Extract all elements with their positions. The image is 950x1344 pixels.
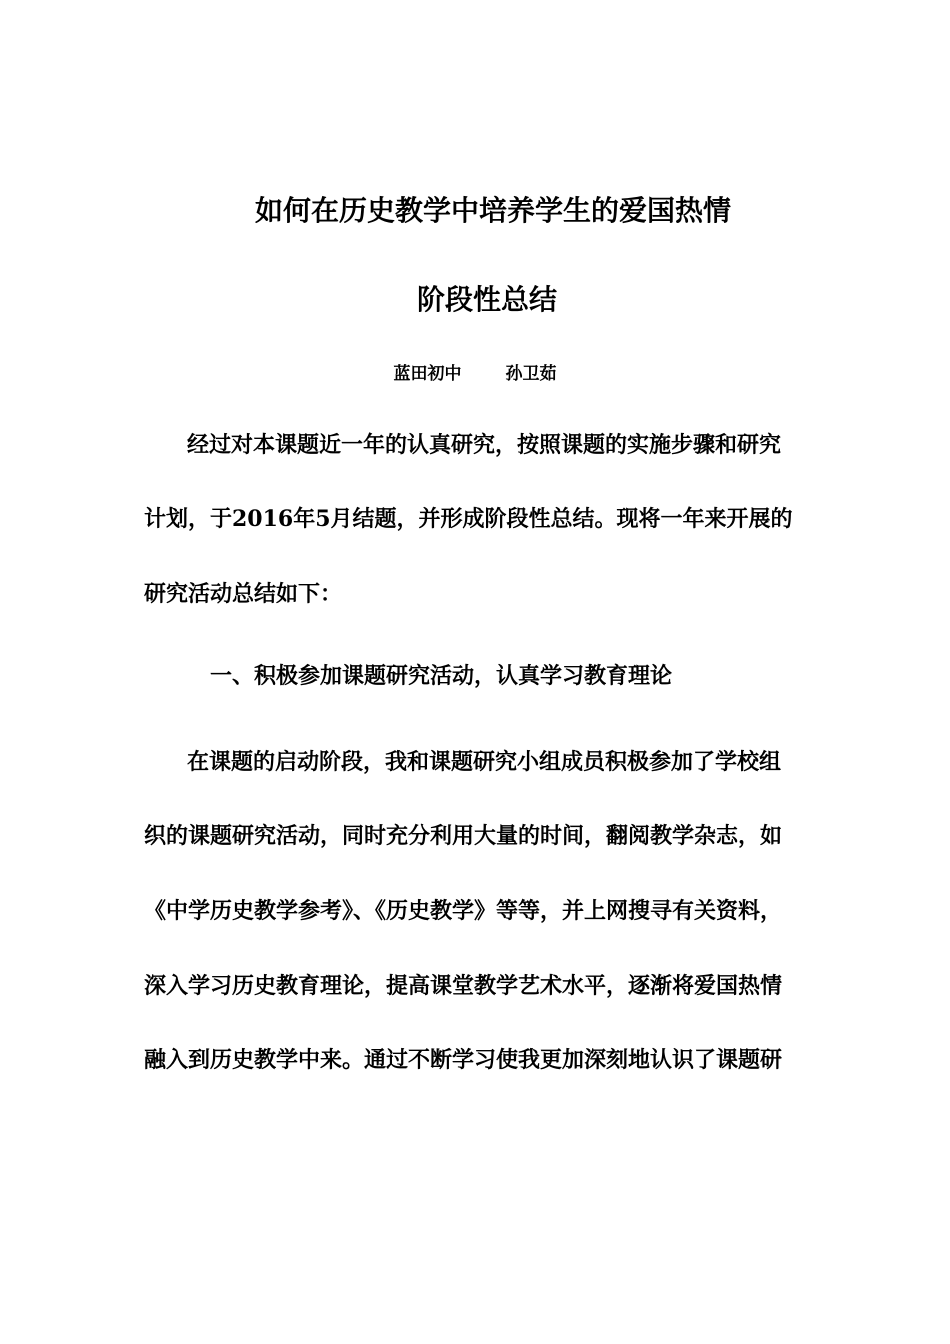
paragraph-line: 在课题的启动阶段，我和课题研究小组成员积极参加了学校组: [187, 749, 782, 775]
paragraph-line: 研究活动总结如下：: [144, 581, 343, 607]
paragraph-line: 融入到历史教学中来。通过不断学习使我更加深刻地认识了课题研: [144, 1047, 783, 1073]
paragraph-line: 织的课题研究活动，同时充分利用大量的时间，翻阅教学杂志，如: [144, 823, 783, 849]
author-name: 孙卫茹: [505, 364, 557, 384]
author-school: 蓝田初中: [393, 364, 462, 384]
paragraph-line: 计划，于2016年5月结题，并形成阶段性总结。现将一年来开展的: [144, 506, 793, 532]
paragraph-line: 深入学习历史教育理论，提高课堂教学艺术水平，逐渐将爱国热情: [144, 973, 783, 999]
paragraph-line: 经过对本课题近一年的认真研究，按照课题的实施步骤和研究: [187, 432, 782, 458]
paragraph-line: 《中学历史教学参考》、《历史教学》等等，并上网搜寻有关资料，: [144, 898, 783, 924]
document-title: 如何在历史教学中培养学生的爱国热情: [254, 194, 731, 227]
document-subtitle: 阶段性总结: [416, 283, 557, 316]
author-line: [0, 362, 950, 386]
section-heading: 一、积极参加课题研究活动，认真学习教育理论: [210, 663, 673, 689]
